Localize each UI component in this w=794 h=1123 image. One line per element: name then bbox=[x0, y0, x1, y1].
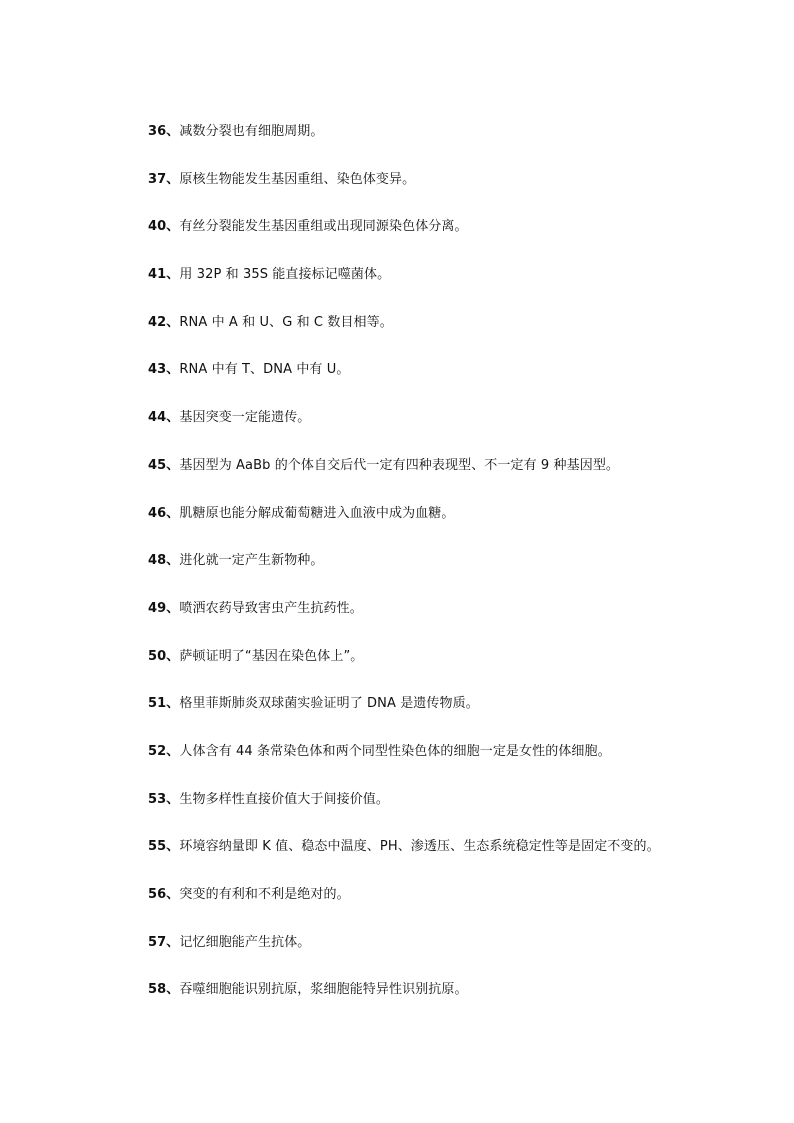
item-number: 58、 bbox=[148, 982, 180, 998]
item-text: 吞噬细胞能识别抗原，浆细胞能特异性识别抗原。 bbox=[179, 982, 468, 998]
item-number: 45、 bbox=[148, 457, 180, 473]
list-item bbox=[148, 739, 748, 787]
list-item bbox=[148, 167, 748, 215]
list-item bbox=[148, 357, 748, 405]
list-item bbox=[148, 501, 748, 549]
list-item bbox=[148, 882, 748, 930]
item-text: 环境容纳量即 K 值、稳态中温度、PH、渗透压、生态系统稳定性等是固定不变的。 bbox=[179, 839, 660, 855]
item-text: 原核生物能发生基因重组、染色体变异。 bbox=[179, 171, 416, 187]
item-number: 49、 bbox=[148, 600, 180, 616]
item-text: 进化就一定产生新物种。 bbox=[179, 553, 324, 569]
item-number: 46、 bbox=[148, 505, 180, 521]
item-number: 36、 bbox=[148, 124, 180, 139]
item-number: 44、 bbox=[148, 410, 180, 426]
list-item bbox=[148, 405, 748, 453]
item-text: 基因型为 AaBb 的个体自交后代一定有四种表现型、不一定有 9 种基因型。 bbox=[179, 457, 620, 473]
list-item bbox=[148, 787, 748, 835]
item-number: 51、 bbox=[148, 696, 180, 712]
item-text: 格里菲斯肺炎双球菌实验证明了 DNA 是遗传物质。 bbox=[179, 696, 479, 712]
item-text: 用 32P 和 35S 能直接标记噬菌体。 bbox=[179, 267, 391, 283]
item-text: 有丝分裂能发生基因重组或出现同源染色体分离。 bbox=[179, 219, 468, 235]
list-item bbox=[148, 119, 748, 167]
item-number: 37、 bbox=[148, 171, 180, 187]
item-text: 减数分裂也有细胞周期。 bbox=[179, 124, 324, 139]
list-item bbox=[148, 834, 748, 882]
item-text: 人体含有 44 条常染色体和两个同型性染色体的细胞一定是女性的体细胞。 bbox=[179, 743, 611, 759]
item-number: 42、 bbox=[148, 314, 180, 330]
list-item bbox=[148, 453, 748, 501]
item-number: 55、 bbox=[148, 839, 180, 855]
item-text: 基因突变一定能遗传。 bbox=[179, 410, 311, 426]
item-text: RNA 中有 T、DNA 中有 U。 bbox=[179, 362, 350, 378]
list-item bbox=[148, 548, 748, 596]
item-number: 48、 bbox=[148, 553, 180, 569]
list-item bbox=[148, 930, 748, 978]
item-number: 56、 bbox=[148, 887, 180, 902]
list-item bbox=[148, 691, 748, 739]
item-text: 生物多样性直接价值大于间接价值。 bbox=[179, 791, 390, 807]
list-item bbox=[148, 596, 748, 644]
item-text: 肌糖原也能分解成葡萄糖进入血液中成为血糖。 bbox=[179, 505, 455, 521]
item-number: 43、 bbox=[148, 362, 180, 378]
item-number: 52、 bbox=[148, 743, 180, 759]
list-item bbox=[148, 310, 748, 358]
item-number: 53、 bbox=[148, 791, 180, 807]
item-text: 喷洒农药导致害虫产生抗药性。 bbox=[179, 600, 363, 616]
item-number: 40、 bbox=[148, 219, 180, 235]
statement-list bbox=[148, 119, 748, 1025]
item-text: 萨顿证明了“基因在染色体上”。 bbox=[179, 648, 364, 664]
item-text: 突变的有利和不利是绝对的。 bbox=[179, 887, 350, 902]
list-item bbox=[148, 644, 748, 692]
item-text: 记忆细胞能产生抗体。 bbox=[179, 934, 311, 950]
item-number: 57、 bbox=[148, 934, 180, 950]
list-item bbox=[148, 262, 748, 310]
list-item bbox=[148, 214, 748, 262]
item-number: 50、 bbox=[148, 648, 180, 664]
list-item bbox=[148, 977, 748, 1025]
item-number: 41、 bbox=[148, 267, 180, 283]
item-text: RNA 中 A 和 U、G 和 C 数目相等。 bbox=[179, 314, 393, 330]
